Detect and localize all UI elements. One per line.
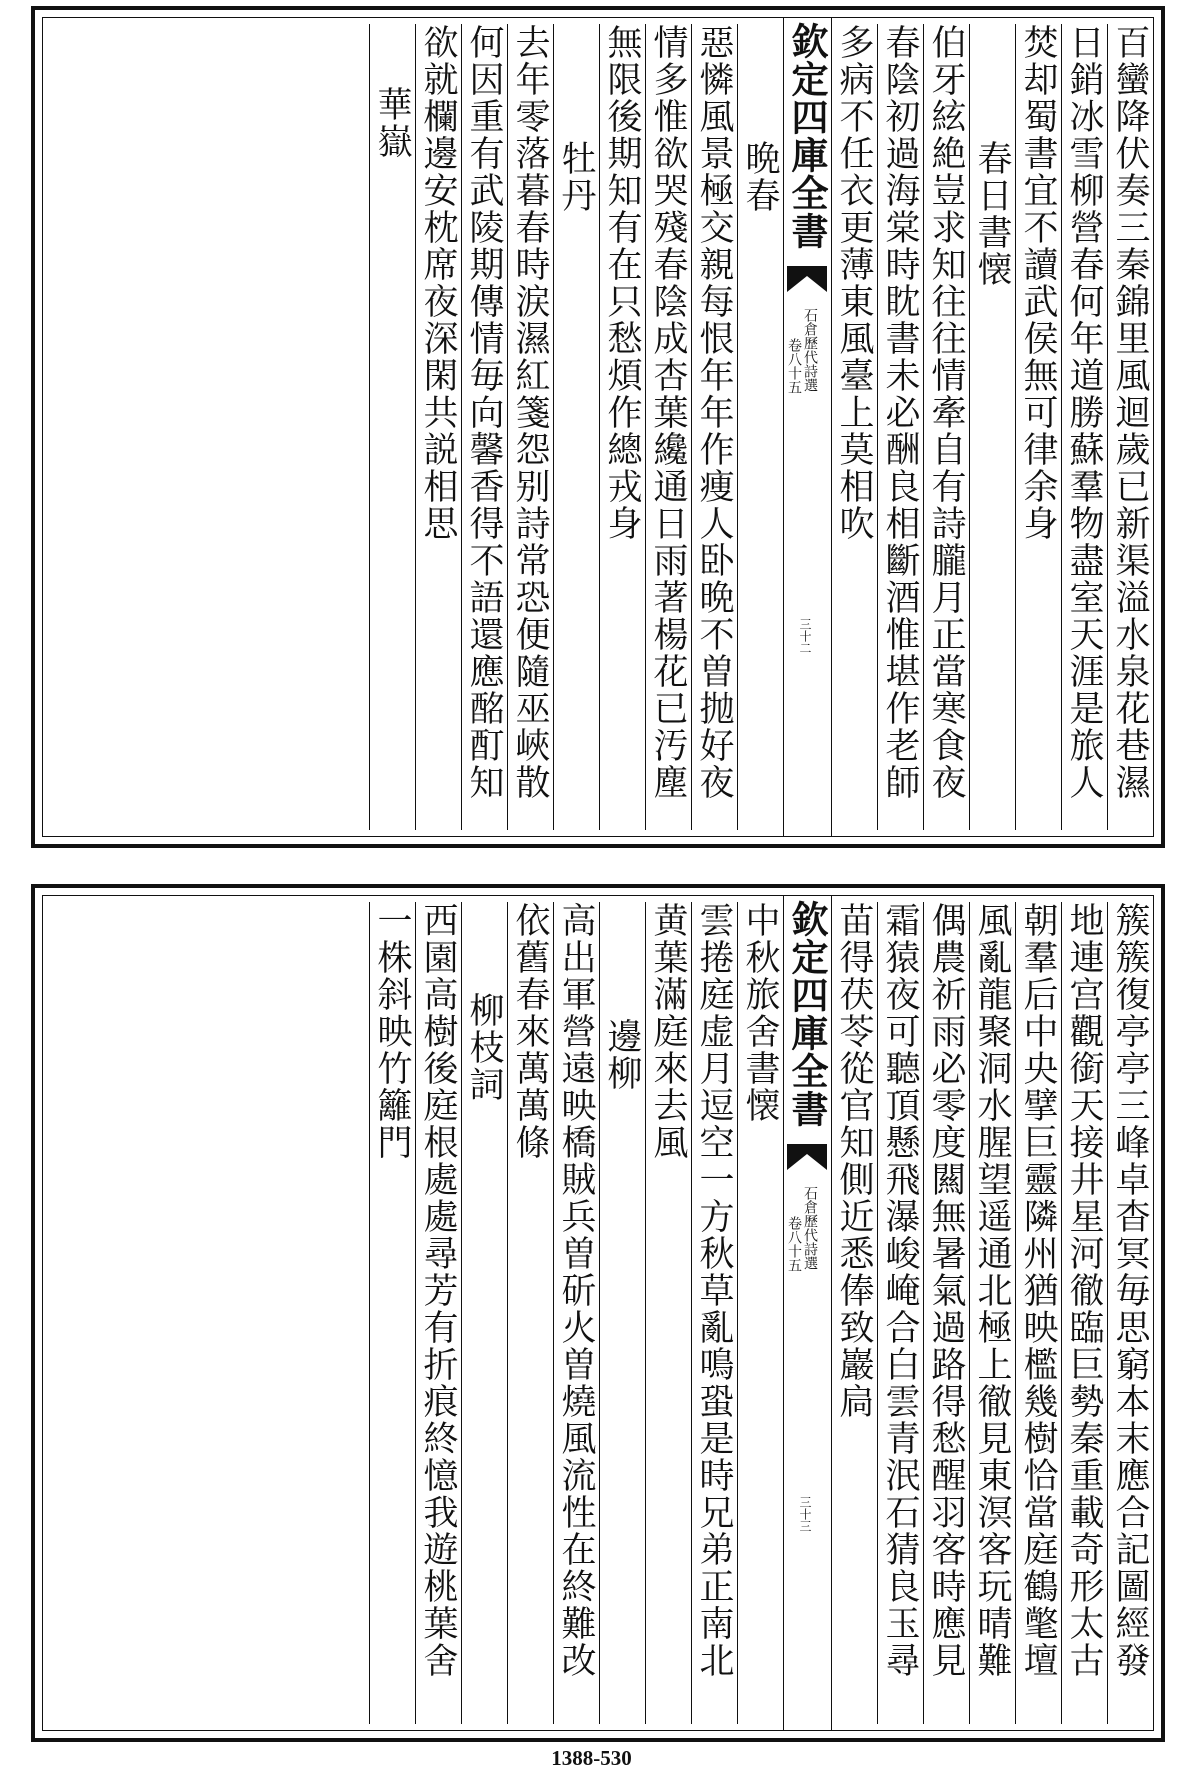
- column-rule: [877, 24, 878, 830]
- column-rule: [737, 24, 738, 830]
- column-rule: [599, 902, 600, 1724]
- column-rule: [599, 24, 600, 830]
- verse-column: 高出軍營遠映橋賊兵曽斫火曽燒風流性在終難改: [556, 902, 596, 1679]
- verse-column: 多病不任衣更薄東風臺上莫相吹: [834, 24, 874, 542]
- center-spine: [783, 896, 831, 1730]
- verse-column: 西園高樹後庭根處處尋芳有折痕終憶我遊桃葉舍: [418, 902, 458, 1679]
- bottom-page-panel: [31, 884, 1165, 1742]
- poem-title-column: 邊柳: [602, 1018, 642, 1092]
- column-rule: [645, 902, 646, 1724]
- column-rule: [1061, 24, 1062, 830]
- poem-title-column: 牡丹: [556, 140, 596, 214]
- verse-column: 無限後期知有在只愁煩作總戎身: [602, 24, 642, 542]
- fish-tail-ornament-icon: [787, 266, 827, 294]
- top-page-frame: [42, 17, 1154, 837]
- column-rule: [923, 24, 924, 830]
- poem-title-column: 晩春: [740, 140, 780, 214]
- verse-column: 朝羣后中央擘巨靈隣州猶映檻幾樹恰當庭鶴氅壇: [1018, 902, 1058, 1679]
- column-rule: [645, 24, 646, 830]
- bottom-page-frame: [42, 895, 1154, 1731]
- column-rule: [507, 902, 508, 1724]
- column-rule: [1015, 902, 1016, 1724]
- verse-column: 惡憐風景極交親每恨年年作痩人卧晩不曽抛好夜: [694, 24, 734, 801]
- column-rule: [553, 24, 554, 830]
- spine-rule: [831, 896, 832, 1730]
- spine-juan-label: 卷八十五: [786, 338, 802, 394]
- verse-column: 情多惟欲哭殘春陰成杏葉纔通日雨著楊花已汚塵: [648, 24, 688, 801]
- verse-column: 春陰初過海棠時眈書未必酬良相斷酒惟堪作老師: [880, 24, 920, 801]
- spine-collection-name: 石倉歷代詩選: [802, 308, 818, 392]
- column-rule: [1015, 24, 1016, 830]
- spine-rule: [783, 896, 784, 1730]
- column-rule: [877, 902, 878, 1724]
- footer-page-code: 1388-530: [551, 1746, 632, 1770]
- column-rule: [737, 902, 738, 1724]
- verse-column: 一株斜映竹籬門: [372, 902, 412, 1161]
- verse-column: 地連宫觀銜天接井星河徹臨巨勢秦重載奇形太古: [1064, 902, 1104, 1679]
- column-rule: [1107, 24, 1108, 830]
- spine-book-title: 欽定四庫全書: [785, 900, 829, 1128]
- column-rule: [923, 902, 924, 1724]
- column-rule: [1107, 902, 1108, 1724]
- column-rule: [553, 902, 554, 1724]
- verse-column: 百蠻降伏奏三秦錦里風迴歲已新渠溢水泉花巷濕: [1110, 24, 1150, 801]
- column-rule: [415, 902, 416, 1724]
- fish-tail-ornament-icon: [787, 1144, 827, 1172]
- verse-column: 欲就欄邊安枕席夜深閑共説相思: [418, 24, 458, 542]
- column-rule: [1061, 902, 1062, 1724]
- verse-column: 依舊春來萬萬條: [510, 902, 550, 1161]
- verse-column: 偶農祈雨必零度闗無暑氣過路得愁醒羽客時應見: [926, 902, 966, 1679]
- column-rule: [969, 24, 970, 830]
- spine-juan-label: 卷八十五: [786, 1216, 802, 1272]
- column-rule: [369, 902, 370, 1724]
- spine-page-number: 三十三: [798, 1496, 812, 1532]
- spine-rule: [831, 18, 832, 836]
- poem-title-column: 華嶽: [372, 86, 412, 160]
- spine-collection-name: 石倉歷代詩選: [802, 1186, 818, 1270]
- verse-column: 雲捲庭虚月逗空一方秋草亂鳴蛩是時兄弟正南北: [694, 902, 734, 1679]
- verse-column: 風亂龍聚洞水腥望遥通北極上徹見東溟客玩晴難: [972, 902, 1012, 1679]
- verse-column: 黄葉滿庭來去風: [648, 902, 688, 1161]
- center-spine: [783, 18, 831, 836]
- verse-column: 霜猿夜可聽頂懸飛瀑峻崦合白雲青泯石猜良玉尋: [880, 902, 920, 1679]
- column-rule: [691, 902, 692, 1724]
- verse-column: 焚却蜀書宜不讀武侯無可律余身: [1018, 24, 1058, 542]
- column-rule: [969, 902, 970, 1724]
- column-rule: [691, 24, 692, 830]
- poem-title-column: 柳枝詞: [464, 992, 504, 1103]
- spine-rule: [783, 18, 784, 836]
- column-rule: [507, 24, 508, 830]
- verse-column: 伯牙絃絶豈求知往往情牽自有詩朧月正當寒食夜: [926, 24, 966, 801]
- poem-title-column: 春日書懐: [972, 140, 1012, 288]
- verse-column: 去年零落暮春時涙濕紅箋怨别詩常恐便隨巫峽散: [510, 24, 550, 801]
- column-rule: [369, 24, 370, 830]
- column-rule: [461, 24, 462, 830]
- verse-column: 苗得茯苓從官知側近悉俸致巖扃: [834, 902, 874, 1420]
- top-page-panel: [31, 6, 1165, 848]
- verse-column: 簇簇復亭亭三峰卓杳冥毎思窮本末應合記圖經發: [1110, 902, 1150, 1679]
- verse-column: 何因重有武陵期傳情毎向馨香得不語還應酩酊知: [464, 24, 504, 801]
- poem-title-column: 中秋旅舍書懐: [740, 902, 780, 1124]
- column-rule: [461, 902, 462, 1724]
- spine-book-title: 欽定四庫全書: [785, 22, 829, 250]
- column-rule: [415, 24, 416, 830]
- spine-page-number: 三十二: [798, 618, 812, 654]
- verse-column: 日銷冰雪柳營春何年道勝蘇羣物盡室天涯是旅人: [1064, 24, 1104, 801]
